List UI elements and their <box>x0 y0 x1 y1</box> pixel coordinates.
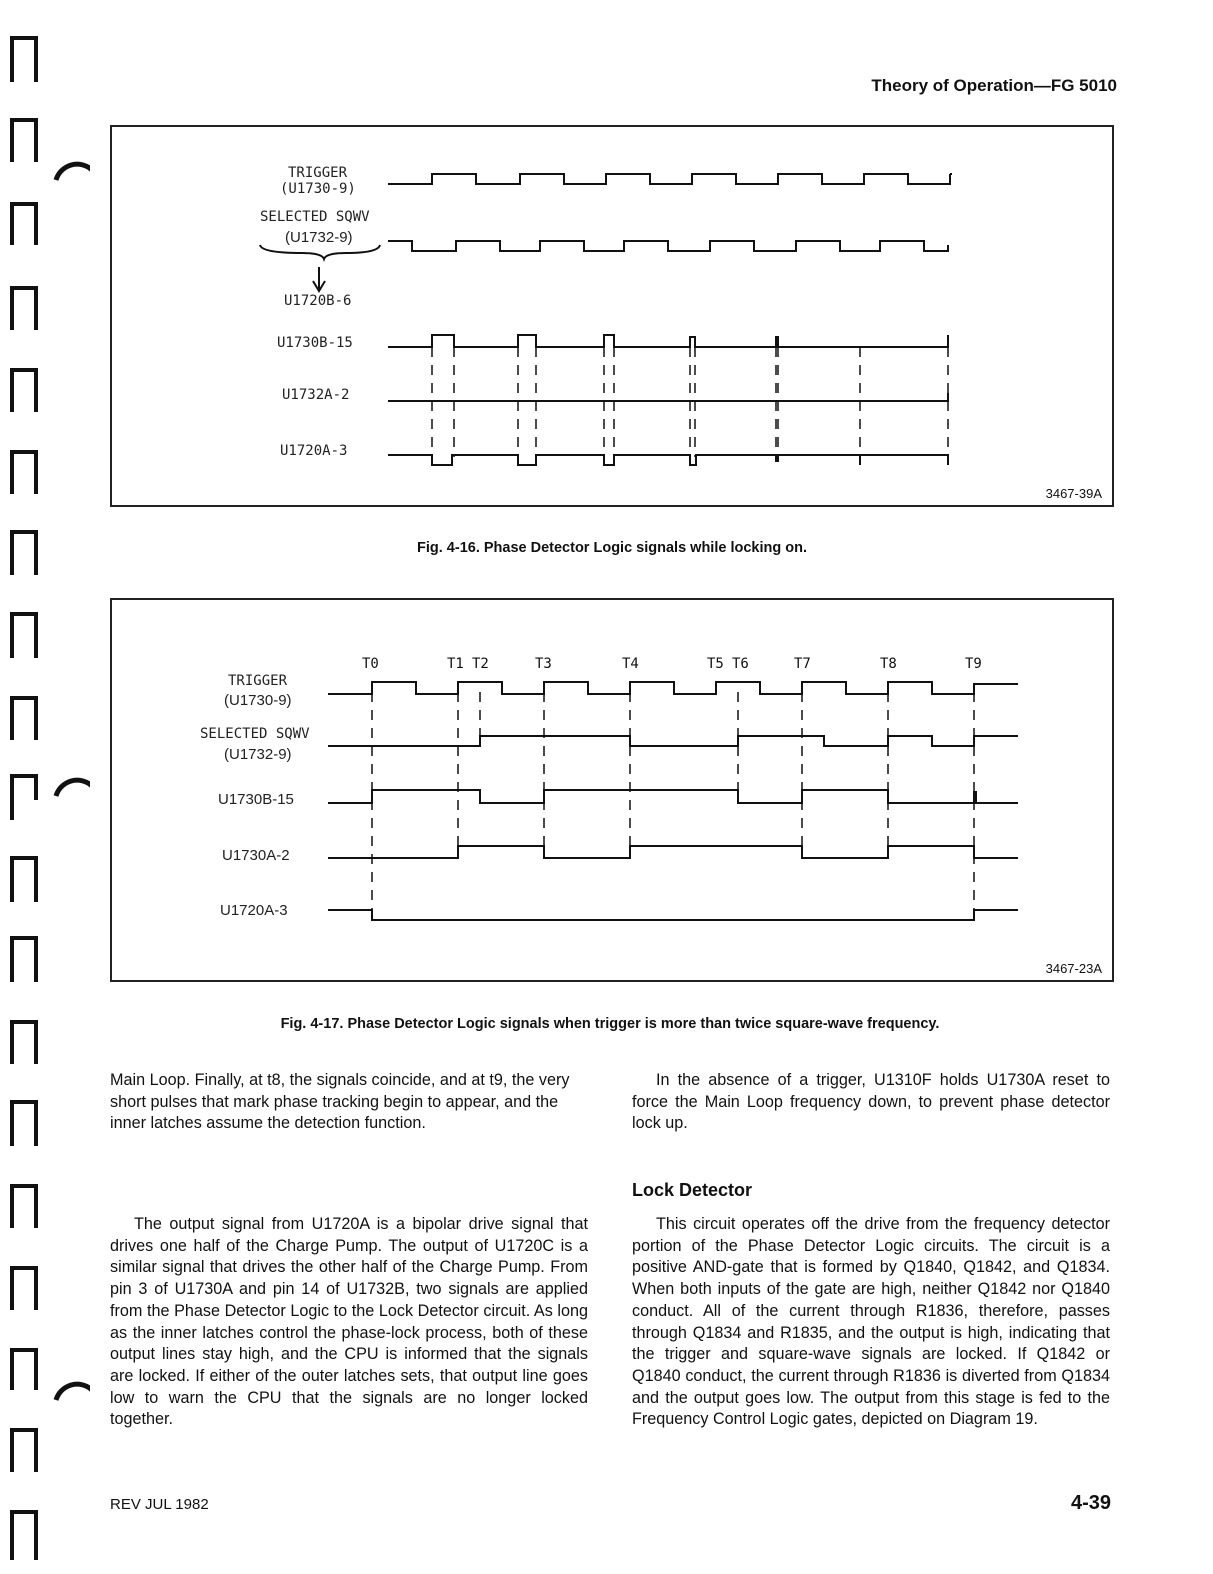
label-selected-ref: (U1732-9) <box>285 229 353 246</box>
binder-holes-icon <box>0 0 90 1574</box>
time-label-t1: T1 <box>447 656 464 672</box>
label-selected-ref: (U1732-9) <box>224 746 292 763</box>
revision-date: REV JUL 1982 <box>110 1496 209 1513</box>
left-paragraph-2: The output signal from U1720A is a bipolar drive signal that drives one half of the Charge Pump. The output of U1720C is a similar signal that drives the other half of the Charge Pump. From pin 3 of U1730A and pin 14 of U1732B, two signals are applied from the Phase Detector Logic to the Lock Detector circuit. As long as the inner latches control the phase-lock process, both of these output lines stay high, and the CPU is informed that the signals are locked. If either of the outer latches sets, that output line goes low to warn the CPU that the signals are no longer locked together. <box>110 1215 588 1429</box>
label-u1720a: U1720A-3 <box>220 902 288 919</box>
time-label-t9: T9 <box>965 656 982 672</box>
fig1-wave-u1720a <box>388 455 948 465</box>
time-label-t0: T0 <box>362 656 379 672</box>
fig1-waveforms <box>112 127 1116 509</box>
brace-icon <box>260 245 380 259</box>
label-selected: SELECTED SQWV <box>200 726 310 742</box>
fig1-wave-u1732a <box>388 393 948 401</box>
label-trigger-ref: (U1730-9) <box>224 692 292 709</box>
label-u1730a: U1730A-2 <box>222 847 290 864</box>
fig1-wave-trigger <box>388 174 952 184</box>
label-u1732a: U1732A-2 <box>282 387 350 403</box>
right-paragraph-2: This circuit operates off the drive from the frequency detector portion of the Phase Detector Logic circuits. The circuit is a positive AND-gate that is formed by Q1840, Q1842, and Q1834. When both inputs of the gate are high, neither Q1842 nor Q1840 conduct. All of the current through R1836, therefore, passes through Q1834 and R1835, and the output is high, indicating that the trigger and square-wave signals are locked. If Q1842 or Q1840 conduct, the current through R1836 is diverted from Q1834 and the output goes low. The output from this stage is fed to the Frequency Control Logic gates, depicted on Diagram 19. <box>632 1215 1110 1429</box>
time-label-t5: T5 <box>707 656 724 672</box>
label-u1730b: U1730B-15 <box>218 791 294 808</box>
left-paragraph-1: Main Loop. Finally, at t8, the signals coincide, and at t9, the very short pulses that mark phase tracking begin to appear, and the inner latches assume the detection function. <box>110 1071 570 1133</box>
figure-id: 3467-39A <box>1045 486 1102 501</box>
time-label-t6: T6 <box>732 656 749 672</box>
time-label-t4: T4 <box>622 656 639 672</box>
fig1-wave-u1730b <box>388 335 948 347</box>
right-paragraph-1: In the absence of a trigger, U1310F holds U1730A reset to force the Main Loop frequency down, to prevent phase detector lock up. <box>632 1071 1110 1133</box>
page-header: Theory of Operation—FG 5010 <box>871 76 1117 95</box>
fig2-wave-u1730b <box>328 790 1018 803</box>
fig2-wave-trigger <box>328 682 1018 694</box>
fig2-wave-selected <box>328 736 1018 746</box>
figure-4-17 <box>110 598 1114 982</box>
figure-caption: Fig. 4-17. Phase Detector Logic signals when trigger is more than twice square-wave frequency. <box>280 1016 940 1032</box>
time-label-t7: T7 <box>794 656 811 672</box>
page-number: 4-39 <box>1070 1492 1111 1514</box>
label-u1720a: U1720A-3 <box>280 443 348 459</box>
label-u1730b: U1730B-15 <box>277 335 353 351</box>
label-trigger: TRIGGER <box>228 673 288 689</box>
fig1-wave-selected <box>388 241 948 251</box>
fig2-wave-u1720a <box>328 910 1018 920</box>
figure-4-16 <box>110 125 1114 507</box>
label-u1720b: U1720B-6 <box>284 293 352 309</box>
time-label-t2: T2 <box>472 656 489 672</box>
time-label-t3: T3 <box>535 656 552 672</box>
figure-caption: Fig. 4-16. Phase Detector Logic signals while locking on. <box>417 540 807 556</box>
figure-id: 3467-23A <box>1045 961 1102 976</box>
fig2-wave-u1730a <box>328 846 1018 858</box>
label-selected: SELECTED SQWV <box>260 209 370 225</box>
fig2-waveforms <box>112 600 1116 984</box>
label-trigger-ref: (U1730-9) <box>280 181 356 197</box>
section-heading: Lock Detector <box>632 1180 753 1200</box>
time-label-t8: T8 <box>880 656 897 672</box>
label-trigger: TRIGGER <box>288 165 348 181</box>
arrow-down-icon <box>313 267 325 291</box>
